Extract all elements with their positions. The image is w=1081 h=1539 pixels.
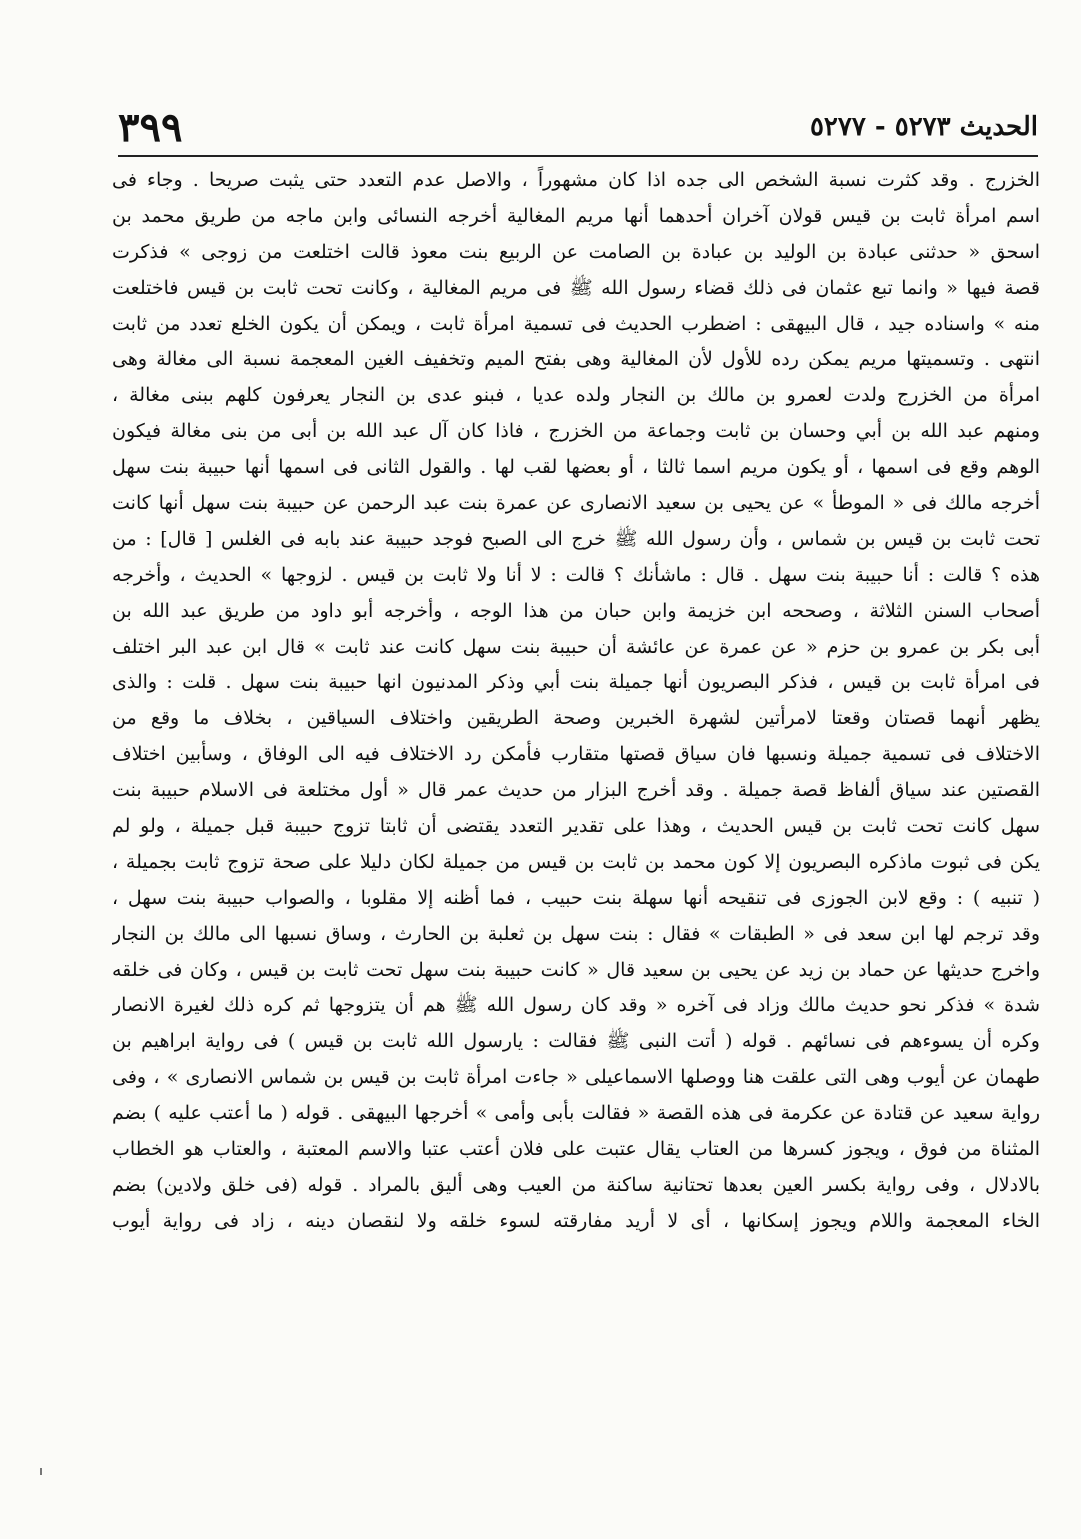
text-line: يكن فى ثبوت ماذكره البصريون إلا كون محمد بن ثابت بن قيس من جميلة لكان دليلا على صحة تزوج ثابت بجميلة ، <box>112 850 1040 873</box>
text-line: واخرج حديثها عن حماد بن زيد عن يحيى بن سعيد قال « كانت حبيبة بنت سهل تحت ثابت بن قيس ، وكان فى خلقه <box>112 958 1040 981</box>
text-line: انتهى . وتسميتها مريم يمكن رده للأول لأن المغالية وهى بفتح الميم وتخفيف الغين المعجمة نسبة الى مغالة وهى <box>112 348 1040 371</box>
text-line: وكره أن يسوءهم فى نسائهم . قوله ( أتت النبى ﷺ فقالت : يارسول الله ثابت بن قيس ) فى رواية ابراهيم بن <box>112 1030 1040 1053</box>
text-line: بالادلال ، وفى رواية بكسر العين بعدها تحتانية ساكنة من العيب وهى أليق بالمراد . قوله (فى خلق ولادين) بضم <box>112 1173 1040 1196</box>
text-line: الخزرج . وقد كثرت نسبة الشخص الى جده اذا كان مشهوراً ، والاصل عدم التعدد حتى يثبت صريحا . وجاء فى <box>112 169 1040 191</box>
text-line: شدة » فذكر نحو حديث مالك وزاد فى آخره « وقد كان رسول الله ﷺ هم أن يتزوجها ثم كره ذلك لغيرة الانصار <box>112 994 1040 1017</box>
text-line: هذه ؟ قالت : أنا حبيبة بنت سهل . قال : ماشأنك ؟ قالت : لا أنا ولا ثابت بن قيس . لزوجها » الحديث ، وأخرجه <box>112 563 1040 586</box>
text-line: اسم امرأة ثابت بن قيس قولان آخران أحدهما أنها مريم المغالية أخرجه النسائى وابن ماجه من طريق محمد بن <box>112 204 1040 227</box>
text-line: القصتين عند سياق ألفاظ قصة جميلة . وقد أخرج البزار من حديث عمر قال « أول مختلعة فى الاسلام حبيبة بنت <box>112 779 1040 802</box>
text-line: سهل كانت تحت ثابت بن قيس الحديث ، وهذا على تقدير التعدد يقتضى أن ثابتا تزوج حبيبة قبل جميلة ، ولو لم <box>112 815 1040 838</box>
page-number: ٣٩٩ <box>118 104 183 151</box>
text-line: أبى بكر بن عمرو بن حزم « عن عمرة عن عائشة أن حبيبة بنت سهل كانت عند ثابت » قال ابن عبد البر اختلف <box>112 635 1040 658</box>
text-line: يظهر أنهما قصتان وقعتا لامرأتين لشهرة الخبرين وصحة الطريقين واختلاف السياقين ، بخلاف ما وقع من <box>112 707 1040 730</box>
text-line: امرأة من الخزرج ولدت لعمرو بن مالك بن النجار ولده عديا ، فبنو عدى بن النجار يعرفون كلهم ببنى مغالة ، <box>112 384 1040 407</box>
text-line: اسحق « حدثنى عبادة بن الوليد بن عبادة بن الصامت عن الربيع بنت معوذ قالت اختلعت من زوجى » فذكرت <box>112 240 1040 263</box>
text-line: ( تنبيه ) : وقع لابن الجوزى فى تنقيحه أنها سهلة بنت حبيب ، فما أظنه إلا مقلوبا ، والصواب حبيبة بنت سهل ، <box>112 886 1040 909</box>
text-line: أخرجه مالك فى « الموطأ » عن يحيى بن سعيد الانصارى عن عمرة بنت عبد الرحمن عن حبيبة بنت سهل أنها كانت <box>112 492 1040 515</box>
text-line: فى امرأة ثابت بن قيس ، فذكر البصريون أنها جميلة بنت أبي وذكر المدنيون انها حبيبة بنت سهل . قلت : والذى <box>112 671 1040 694</box>
text-line: طهمان عن أيوب وهى التى علقت هنا ووصلها الاسماعيلى « جاءت امرأة ثابت بن قيس بن شماس الانصارى » ، وفى <box>112 1066 1040 1089</box>
text-line: الوهم وقع فى اسمها ، أو يكون مريم اسما ثالثا ، أو بعضها لقب لها . والقول الثانى فى اسمها أنها حبيبة بنت سهل <box>112 456 1040 479</box>
text-line: تحت ثابت بن قيس بن شماس ، وأن رسول الله ﷺ خرج الى الصبح فوجد حبيبة عند بابه فى الغلس [ قال] : من <box>112 527 1040 550</box>
commentary-text <box>112 163 1040 1240</box>
text-line: وقد ترجم لها ابن سعد فى « الطبقات » فقال : بنت سهل بن ثعلبة بن الحارث ، وساق نسبها الى مالك بن النجار <box>112 922 1040 945</box>
text-line: رواية سعيد عن قتادة عن عكرمة فى هذه القصة « فقالت بأبى وأمى » أخرجها البيهقى . قوله ( ما أعتب عليه ) بضم <box>112 1102 1040 1125</box>
text-line: الخاء المعجمة واللام ويجوز إسكانها ، أى لا أريد مفارقته لسوء خلقه ولا لنقصان دينه ، زاد فى رواية أيوب <box>112 1209 1040 1232</box>
text-line: أصحاب السنن الثلاثة ، وصححه ابن خزيمة وابن حبان من هذا الوجه ، وأخرجه أبو داود من طريق عبد الله بن <box>112 599 1040 622</box>
header-rule <box>118 155 1038 157</box>
text-line: المثناة من فوق ، ويجوز كسرها من العتاب يقال عتبت على فلان أعتب عتبا والاسم المعتبة ، والعتاب هو الخطاب <box>112 1138 1040 1161</box>
scan-speck <box>40 1468 42 1475</box>
hadith-range: الحديث ٥٢٧٣ - ٥٢٧٧ <box>809 112 1038 142</box>
text-line: قصة فيها « وانما تبع عثمان فى ذلك قضاء رسول الله ﷺ فى مريم المغالية ، وكانت تحت ثابت بن قيس فاختلعت <box>112 276 1040 299</box>
page-header <box>118 104 1038 150</box>
text-line: منه » واسناده جيد ، قال البيهقى : اضطرب الحديث فى تسمية امرأة ثابت ، ويمكن أن يكون الخلع تعدد من ثابت <box>112 312 1040 335</box>
text-line: ومنهم عبد الله بن أبي وحسان بن ثابت وجماعة من الخزرج ، فاذا كان آل عبد الله بن أبى من بنى مغالة فيكون <box>112 420 1040 443</box>
text-line: الاختلاف فى تسمية جميلة ونسبها فان سياق قصتها متقارب فأمكن رد الاختلاف فيه الى الوفاق ، وسأبين اختلاف <box>112 743 1040 766</box>
